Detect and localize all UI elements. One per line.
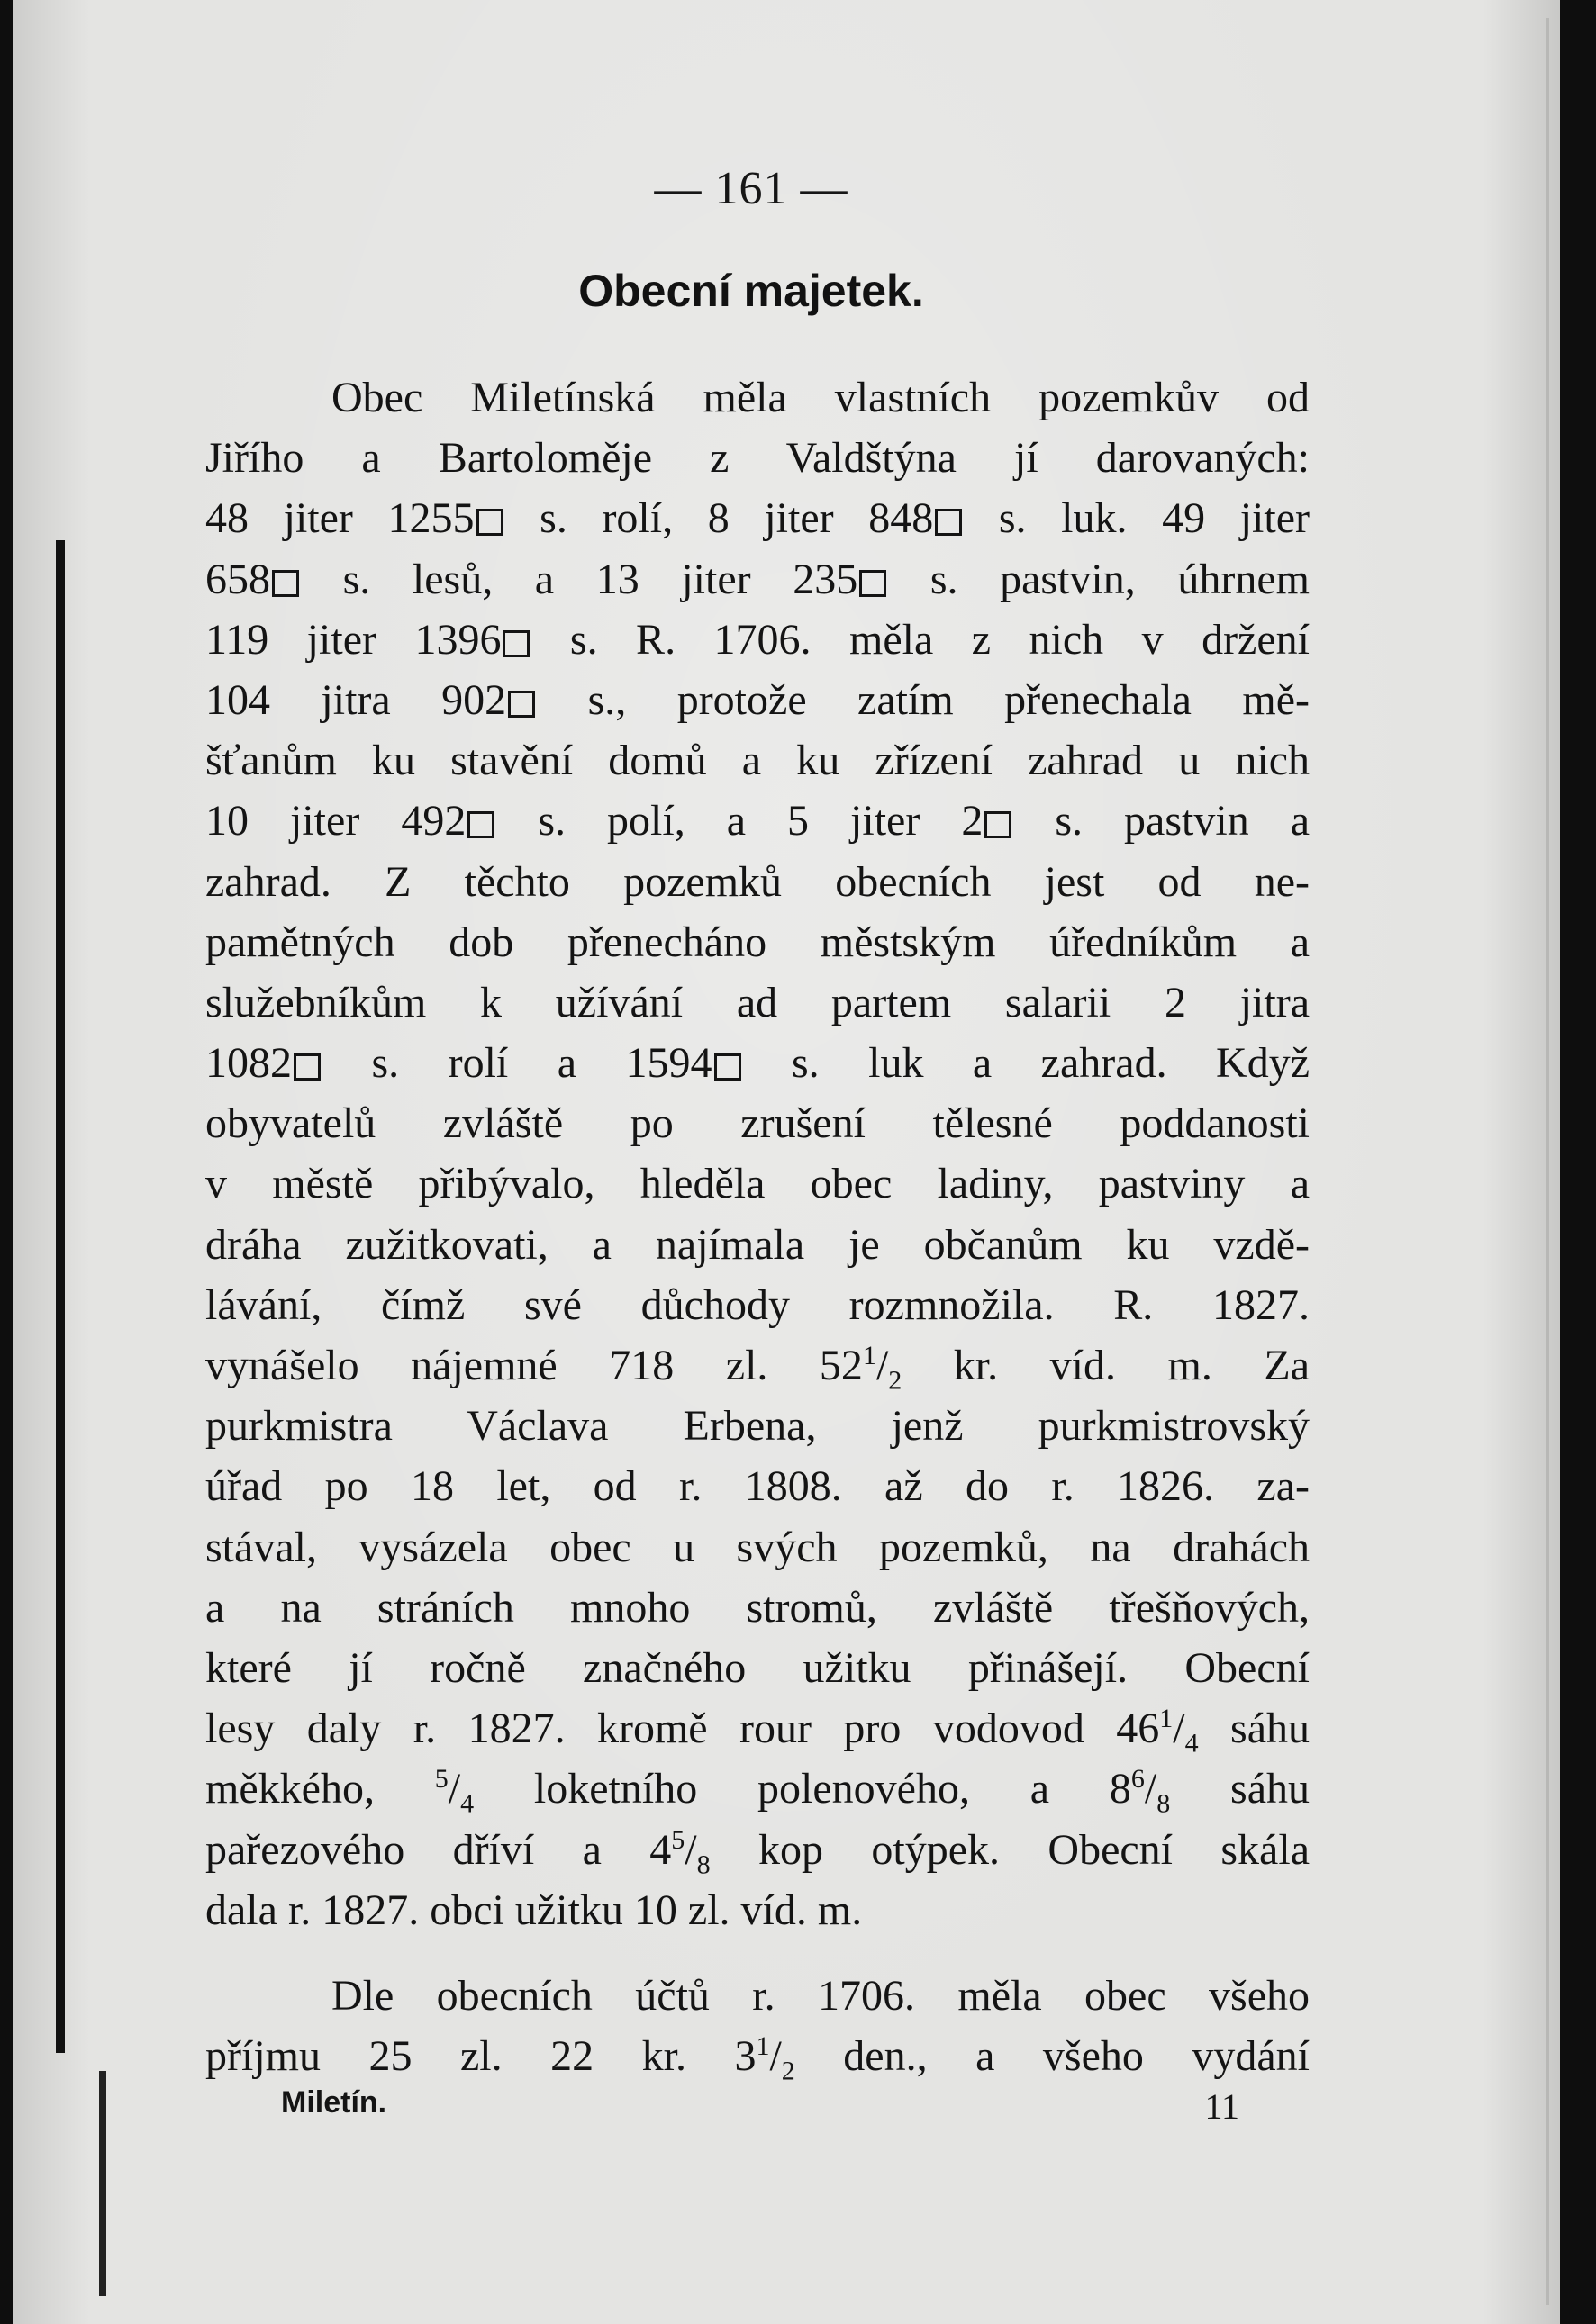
fraction-denominator: 8 (1156, 1788, 1171, 1819)
fraction-numerator: 1 (862, 1341, 876, 1370)
fraction-denominator: 8 (696, 1849, 711, 1880)
square-unit-symbol (508, 691, 535, 718)
signature-mark: Miletín. (281, 2085, 387, 2120)
fraction-numerator: 6 (1130, 1764, 1145, 1795)
text-line: zahrad. Z těchto pozemků obecních jest od ne- (205, 857, 1310, 906)
paragraph-2 (205, 1966, 1310, 2086)
text-line: šťanům ku stavění domů a ku zřízení zahrad u nich (205, 737, 1310, 785)
text-line: 658 s. lesů, a 13 jiter 235 s. pastvin, úhrnem (205, 555, 1310, 603)
fraction-denominator: 2 (888, 1365, 902, 1396)
text-line: Dle obecních účtů r. 1706. měla obec všeho (331, 1971, 1310, 2020)
text-line: Obec Miletínská měla vlastních pozemkův od (331, 374, 1310, 421)
square-unit-symbol (467, 811, 494, 838)
binding-shadow (56, 540, 65, 2053)
text-line: stával, vysázela obec u svých pozemků, na drahách (205, 1523, 1310, 1571)
text-line: obyvatelů zvláště po zrušení tělesné poddanosti (205, 1099, 1310, 1148)
square-unit-symbol (714, 1053, 741, 1081)
fraction-denominator: 4 (460, 1788, 475, 1819)
text-line: 48 jiter 1255 s. rolí, 8 jiter 848 s. luk. 49 jiter (205, 494, 1310, 543)
square-unit-symbol (476, 509, 503, 536)
fraction-numerator: 1 (756, 2031, 770, 2062)
square-unit-symbol (294, 1053, 321, 1081)
text-line: služebníkům k užívání ad partem salarii 2 jitra (205, 978, 1310, 1026)
page-edge-rule (1546, 18, 1549, 2305)
text-line: dráha zužitkovati, a najímala je občanům ku vzdě- (205, 1220, 1310, 1269)
text-line: a na stráních mnoho stromů, zvláště třešňových, (205, 1583, 1310, 1632)
fraction-numerator: 1 (1159, 1704, 1174, 1734)
text-line: měkkého, $^5/_4$ loketního polenového, a $8^6/_8$ sáhu (205, 1764, 1310, 1819)
square-unit-symbol (935, 509, 962, 536)
text-line: vynášelo nájemné 718 zl. $52^1/_2$ kr. víd. m. Za (205, 1341, 1310, 1396)
square-unit-symbol (503, 630, 530, 657)
page-sheet (13, 0, 1560, 2324)
fraction-denominator: 2 (781, 2056, 795, 2086)
paragraph-1 (205, 367, 1310, 1940)
section-heading: Obecní majetek. (578, 266, 924, 316)
page-number: — 161 — (654, 163, 848, 214)
binding-shadow-lower (99, 2071, 106, 2296)
square-unit-symbol (272, 570, 299, 597)
text-line: pamětných dob přenecháno městským úředníkům a (205, 918, 1310, 966)
fraction-numerator: 5 (434, 1764, 449, 1795)
text-line: příjmu 25 zl. 22 kr. $3^1/_2$ den., a všeho vydání (205, 2031, 1310, 2086)
text-line: purkmistra Václava Erbena, jenž purkmistrovský (205, 1402, 1310, 1451)
text-line: dala r. 1827. obci užitku 10 zl. víd. m. (205, 1885, 863, 1934)
text-line: v městě přibývalo, hleděla obec ladiny, pastviny a (205, 1160, 1310, 1208)
text-line: 1082 s. rolí a 1594 s. luk a zahrad. Když (205, 1039, 1310, 1088)
fraction-numerator: 5 (671, 1824, 685, 1855)
text-line: úřad po 18 let, od r. 1808. až do r. 1826. za- (205, 1462, 1310, 1511)
square-unit-symbol (859, 570, 886, 597)
text-line: které jí ročně značného užitku přinášejí. Obecní (205, 1643, 1310, 1692)
scan-background-edge (1560, 0, 1596, 2324)
text-line: lávání, čímž své důchody rozmnožila. R. 1827. (205, 1280, 1310, 1329)
text-line: Jiřího a Bartoloměje z Valdštýna jí darovaných: (205, 434, 1310, 483)
text-line: pařezového dříví a $4^5/_8$ kop otýpek. Obecní skála (205, 1824, 1310, 1880)
text-line: 10 jiter 492 s. polí, a 5 jiter 2 s. pastvin a (205, 797, 1310, 846)
text-line: lesy daly r. 1827. kromě rour pro vodovod $46^1/_4$ sáhu (205, 1704, 1310, 1759)
fraction-denominator: 4 (1184, 1728, 1199, 1759)
text-line: 104 jitra 902 s., protože zatím přenechala mě- (205, 675, 1310, 724)
paragraph-gap (205, 1940, 1310, 1966)
sheet-number: 11 (1204, 2086, 1239, 2127)
text-line: 119 jiter 1396 s. R. 1706. měla z nich v držení (205, 615, 1310, 664)
body-text (205, 367, 1310, 2086)
square-unit-symbol (984, 811, 1011, 838)
